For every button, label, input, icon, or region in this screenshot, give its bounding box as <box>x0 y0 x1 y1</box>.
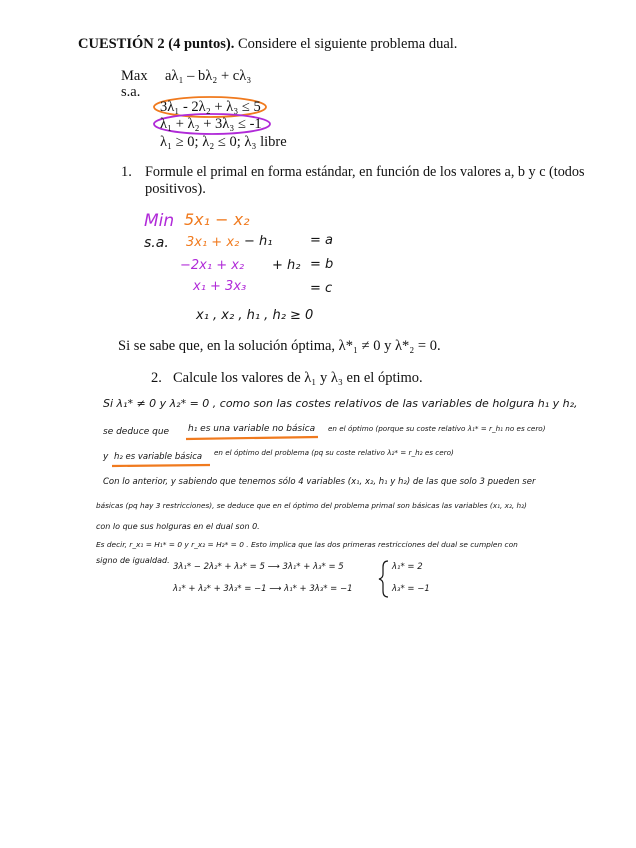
primal-row2-terms: −2x₁ + x₂ <box>180 258 245 273</box>
item1-text-line2: positivos). <box>145 181 206 197</box>
primal-st-label: s.a. <box>144 235 169 251</box>
primal-nonnegativity: x₁ , x₂ , h₁ , h₂ ≥ 0 <box>196 308 314 323</box>
dual-objective: aλ₁ – bλ₂ + cλ₃ <box>165 68 252 84</box>
answer-solution-2: λ₃* = −1 <box>392 584 430 594</box>
answer-line-3a: y <box>103 452 109 462</box>
primal-row1-terms: 3x₁ + x₂ <box>186 235 240 250</box>
dual-st-label: s.a. <box>121 84 141 100</box>
primal-row1-slack: − h₁ <box>244 234 273 249</box>
answer-line-3-underlined: h₂ es variable básica <box>114 452 203 462</box>
item1-text-line1: Formule el primal en forma estándar, en función de los valores a, b y c (todos <box>145 164 585 180</box>
answer-solution-1: λ₁* = 2 <box>392 562 423 572</box>
dual-constraint-1: 3λ₁ - 2λ₂ + λ₃ ≤ 5 <box>160 99 261 115</box>
dual-bounds: λ₁ ≥ 0; λ₂ ≤ 0; λ₃ libre <box>160 134 287 150</box>
dual-max-label: Max <box>121 68 148 84</box>
item2-number: 2. <box>151 370 162 386</box>
answer-line-3b: en el óptimo del problema (pq su coste relativo λ₂* = r_h₂ es cero) <box>214 448 454 457</box>
primal-objective: 5x₁ − x₂ <box>184 210 250 229</box>
answer-line-2b: en el óptimo (porque su coste relativo λ₁* = r_h₁ no es cero) <box>328 424 546 433</box>
dual-constraint-2: λ₁ + λ₂ + 3λ₃ ≤ -1 <box>160 116 262 132</box>
primal-min-label: Min <box>144 211 175 231</box>
solution-brace <box>379 561 388 597</box>
primal-row2-rhs: = b <box>310 257 334 272</box>
question-title-bold: CUESTIÓN 2 (4 puntos). <box>78 36 235 52</box>
underline-h2-basic <box>112 465 210 466</box>
primal-row1-rhs: = a <box>310 233 333 248</box>
primal-row3-rhs: = c <box>310 281 333 296</box>
answer-equation-1: 3λ₁* − 2λ₂* + λ₃* = 5 ⟶ 3λ₁* + λ₃* = 5 <box>173 562 344 572</box>
item2-text: Calcule los valores de λ₁ y λ₃ en el óptimo. <box>173 370 423 386</box>
answer-line-7: Es decir, r_x₁ = H₁* = 0 y r_x₂ = H₂* = 0 . Esto implica que las dos primeras restricciones del dual se cumplen con <box>96 540 518 549</box>
primal-row2-slack: + h₂ <box>272 258 301 273</box>
answer-line-5: básicas (pq hay 3 restricciones), se deduce que en el óptimo del problema primal son básicas las variables (x₁, x₂, h₂) <box>96 501 527 510</box>
answer-line-2a: se deduce que <box>103 427 170 437</box>
answer-line-2-underlined: h₁ es una variable no básica <box>188 424 316 434</box>
given-condition: Si se sabe que, en la solución óptima, λ*₁ ≠ 0 y λ*₂ = 0. <box>118 338 441 354</box>
answer-equation-2: λ₁* + λ₂* + 3λ₃* = −1 ⟶ λ₁* + 3λ₃* = −1 <box>173 584 353 594</box>
answer-line-6: con lo que sus holguras en el dual son 0. <box>96 522 260 531</box>
question-title-rest: Considere el siguiente problema dual. <box>234 36 458 52</box>
item1-number: 1. <box>121 164 132 180</box>
answer-line-4: Con lo anterior, y sabiendo que tenemos sólo 4 variables (x₁, x₂, h₁ y h₂) de las que solo 3 pueden ser <box>103 477 536 487</box>
answer-line-8: signo de igualdad. <box>96 556 170 565</box>
underline-h1-nonbasic <box>186 437 318 439</box>
answer-line-1: Si λ₁* ≠ 0 y λ₂* = 0 , como son las costes relativos de las variables de holgura h₁ y h₂, <box>103 397 578 410</box>
primal-row3-terms: x₁ + 3x₃ <box>193 279 247 294</box>
